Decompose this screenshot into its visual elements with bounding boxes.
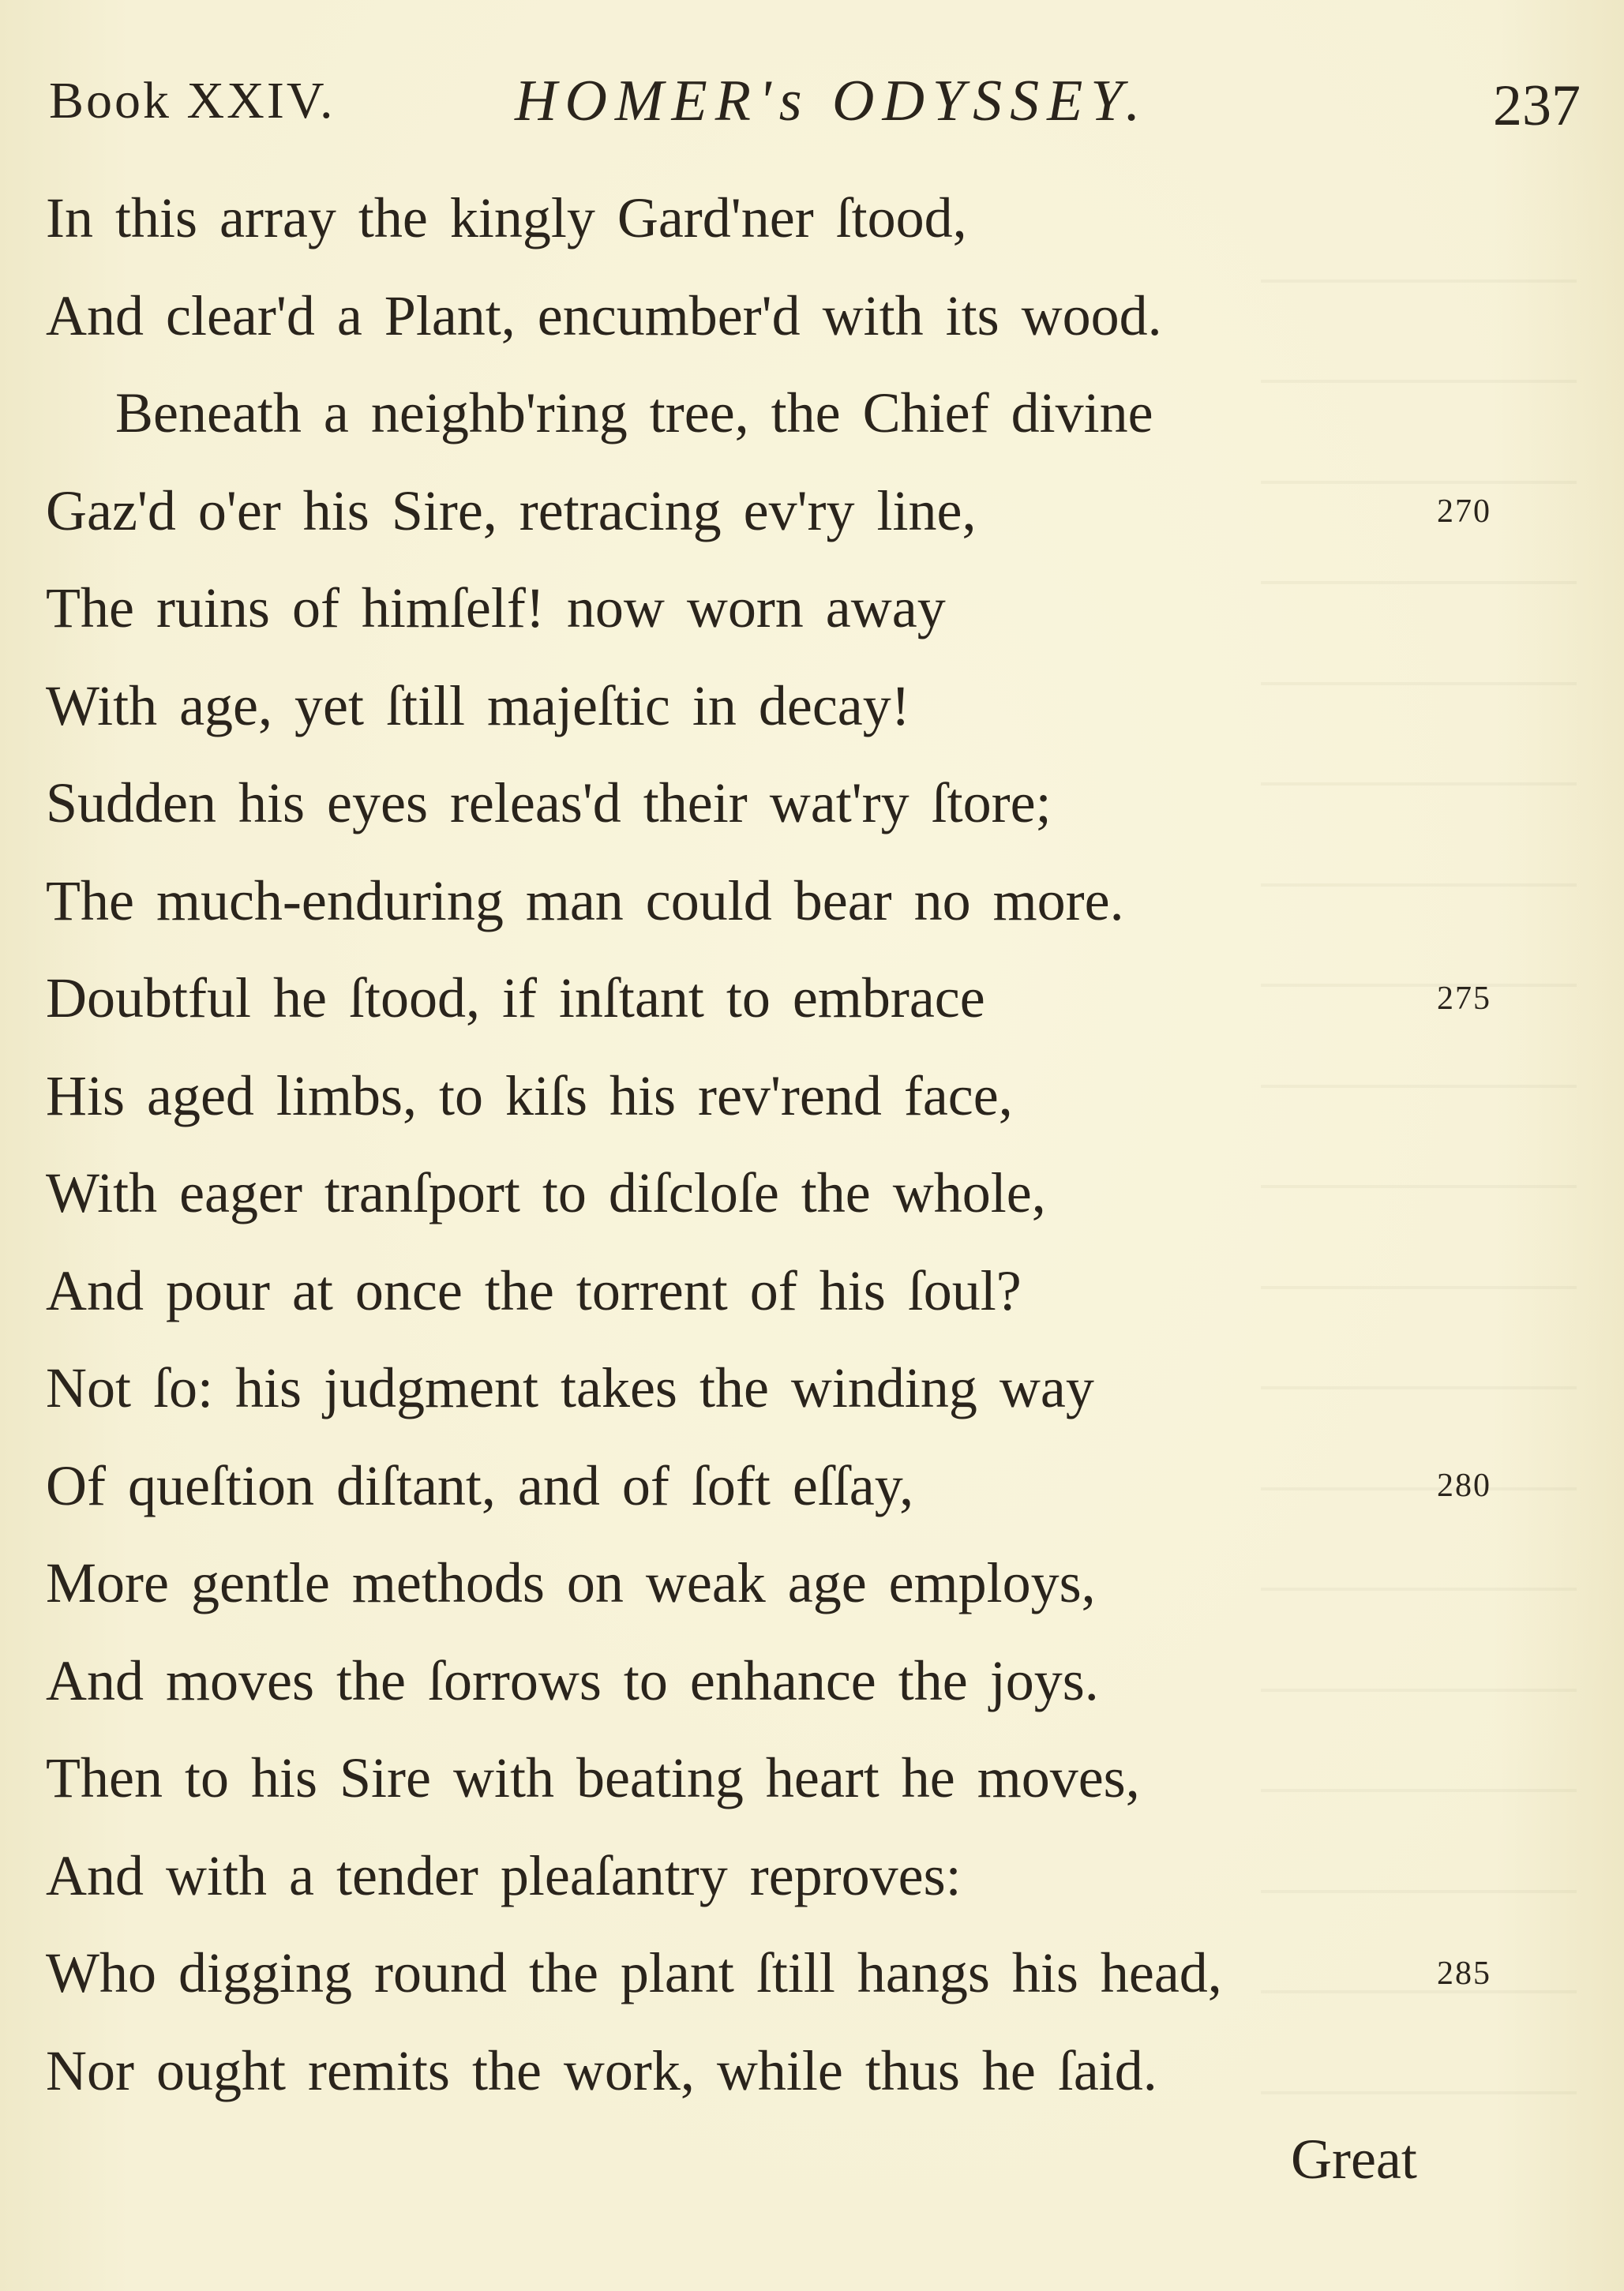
running-title: HOMER's ODYSSEY. [515, 69, 1149, 133]
verse-line: Who digging round the plant ſtill hangs his head, [46, 1941, 1222, 2004]
verse-line: Nor ought remits the work, while thus he ſaid. [46, 2038, 1157, 2102]
verse-line: Doubtful he ſtood, if inſtant to embrace [46, 966, 985, 1029]
page-number: 237 [1493, 73, 1581, 138]
verse-line: In this array the kingly Gard'ner ſtood, [46, 186, 967, 249]
verse-line: And clear'd a Plant, encumber'd with its wood. [46, 283, 1162, 347]
running-header [49, 62, 1581, 141]
line-number: 280 [1437, 1468, 1491, 1504]
book-label: Book XXIV. [49, 72, 336, 129]
verse-line: Gaz'd o'er his Sire, retracing ev'ry line, [46, 478, 977, 542]
line-number: 275 [1437, 981, 1491, 1017]
poem-text [46, 170, 1404, 2120]
verse-line: More gentle methods on weak age employs, [46, 1551, 1096, 1614]
verse-line: His aged limbs, to kiſs his rev'rend face, [46, 1063, 1013, 1127]
verse-line: Beneath a neighb'ring tree, the Chief divine [115, 381, 1153, 444]
verse-line: Of queſtion diſtant, and of ſoft eſſay, [46, 1453, 914, 1517]
verse-line: And pour at once the torrent of his ſoul? [46, 1258, 1022, 1322]
line-number: 285 [1437, 1955, 1491, 1992]
catchword: Great [1291, 2128, 1417, 2191]
verse-line: Not ſo: his judgment takes the winding way [46, 1356, 1094, 1419]
verse-line: And moves the ſorrows to enhance the joys. [46, 1648, 1099, 1712]
verse-line: And with a tender pleaſantry reproves: [46, 1843, 962, 1907]
verse-line: The ruins of himſelf! now worn away [46, 576, 946, 639]
verse-line: With age, yet ſtill majeſtic in decay! [46, 673, 910, 737]
verse-line: Sudden his eyes releas'd their wat'ry ſtore; [46, 771, 1052, 834]
verse-line: With eager tranſport to diſcloſe the whole, [46, 1161, 1046, 1224]
verse-line: The much-enduring man could bear no more. [46, 868, 1124, 932]
line-number: 270 [1437, 493, 1491, 530]
verse-line: Then to his Sire with beating heart he moves, [46, 1746, 1140, 1809]
